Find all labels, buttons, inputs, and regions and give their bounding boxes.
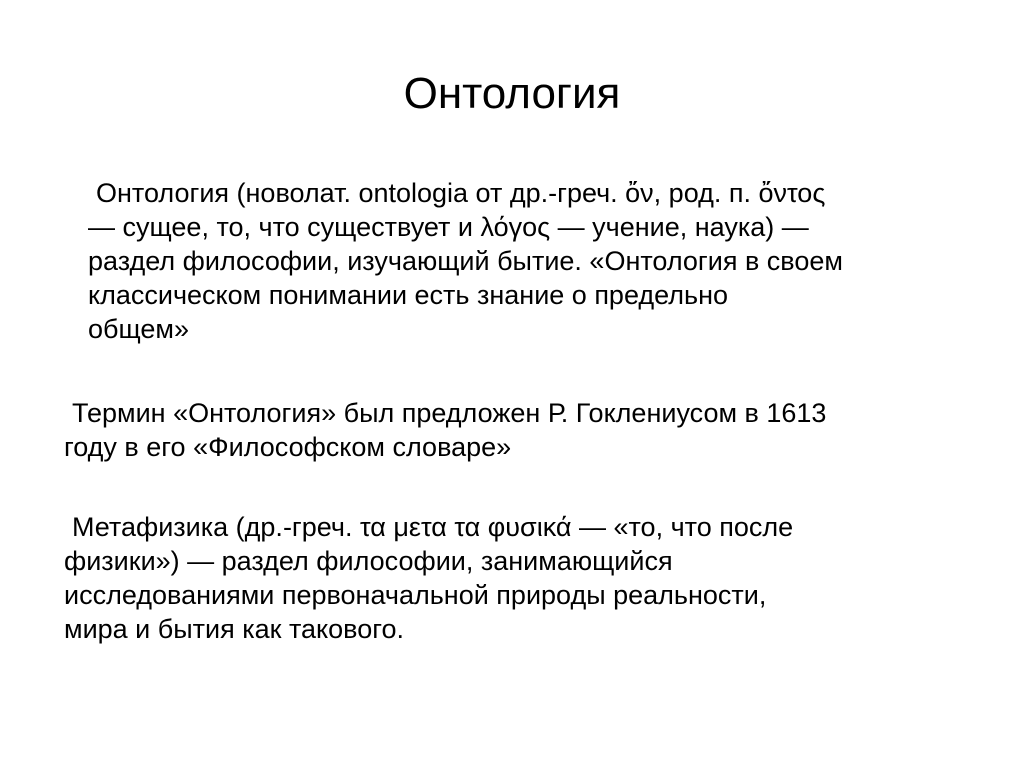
- paragraph-line: исследованиями первоначальной природы реальности,: [64, 580, 767, 610]
- paragraph-line: мира и бытия как такового.: [64, 614, 404, 644]
- paragraph-term-origin: [64, 396, 998, 464]
- paragraph-ontology-definition: [88, 176, 1002, 346]
- paragraph-line: Онтология (новолат. ontologia от др.-греч. ὄν, род. п. ὄντος: [96, 178, 826, 208]
- paragraph-line: — сущее, то, что существует и λόγος — учение, наука) —: [88, 212, 809, 242]
- paragraph-line: общем»: [88, 314, 189, 344]
- paragraph-metaphysics-definition: [64, 510, 998, 646]
- paragraph-line: физики») — раздел философии, занимающийся: [64, 546, 673, 576]
- paragraph-line: Метафизика (др.-греч. τα μετα τα φυσικά — «то, что после: [72, 512, 794, 542]
- paragraph-line: классическом понимании есть знание о предельно: [88, 280, 728, 310]
- paragraph-line: Термин «Онтология» был предложен Р. Гоклениусом в 1613: [72, 398, 827, 428]
- slide-title: Онтология: [403, 69, 621, 118]
- paragraph-line: раздел философии, изучающий бытие. «Онтология в своем: [88, 246, 843, 276]
- paragraph-line: году в его «Философском словаре»: [64, 432, 512, 462]
